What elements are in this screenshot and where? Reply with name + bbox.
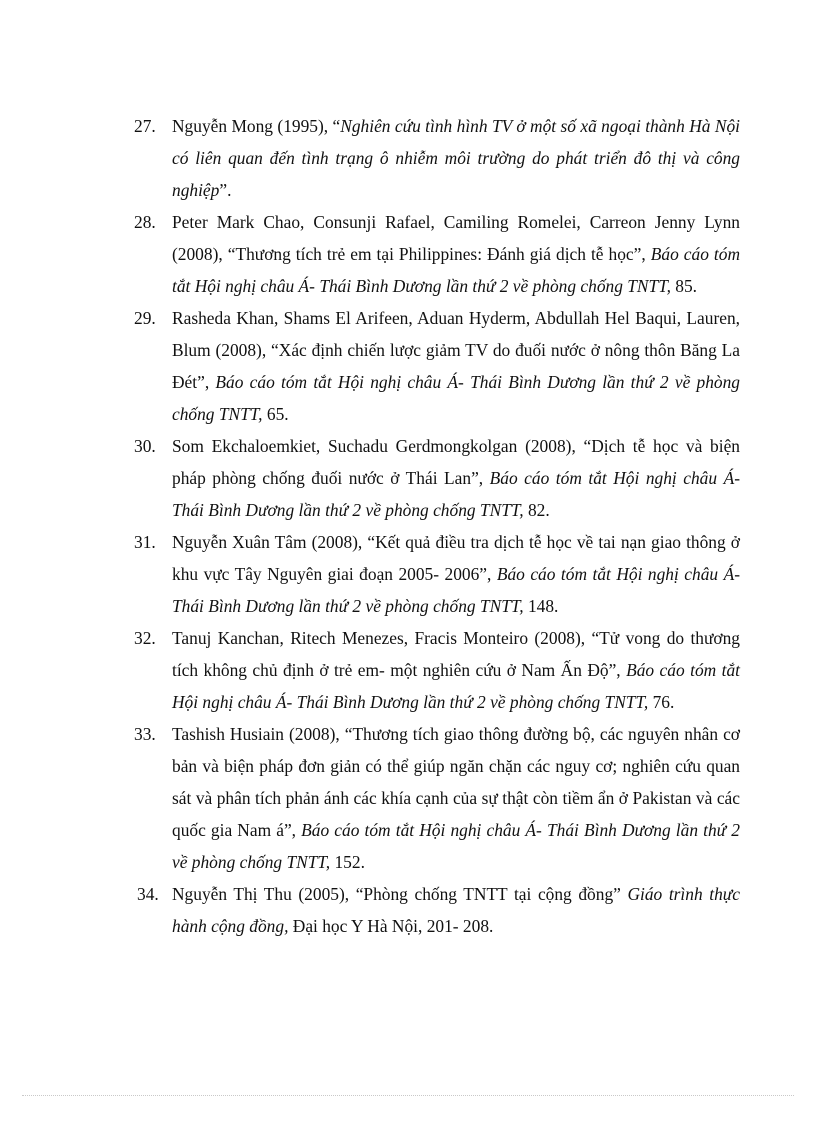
reference-item-30 [0,430,816,526]
reference-item-28 [0,206,816,302]
reference-source: Báo cáo tóm tắt Hội nghị châu Á- Thái Bình Dương lần thứ 2 về phòng chống TNTT, [172,372,740,424]
reference-source: Báo cáo tóm tắt Hội nghị châu Á- Thái Bình Dương lần thứ 2 về phòng chống TNTT, [172,564,740,616]
reference-pages: 148. [523,596,559,616]
reference-pages: 152. [330,852,365,872]
reference-source: Báo cáo tóm tắt Hội nghị châu Á- Thái Bình Dương lần thứ 2 về phòng chống TNTT, [172,660,740,712]
reference-number: 28. [134,212,156,232]
reference-number: 30. [134,436,156,456]
reference-text: Nguyễn Xuân Tâm (2008), “Kết quả điều tra dịch tễ học về tai nạn giao thông ở khu vực Tây Nguyên giai đoạn 2005- 2006”, [172,532,740,584]
reference-pages: 85. [670,276,698,296]
reference-text: Tashish Husiain (2008), “Thương tích giao thông đường bộ, các nguyên nhân cơ bản và biện pháp đơn giản có thể giúp ngăn chặn các nguy cơ; nghiên cứu quan sát và phân tích phản ánh các khía cạnh của sự thật còn tiềm ẩn ở Pakistan và các quốc gia Nam á”, [172,724,740,840]
reference-source: Báo cáo tóm tắt Hội nghị châu Á- Thái Bình Dương lần thứ 2 về phòng chống TNTT, [172,468,740,520]
reference-item-33 [0,718,816,878]
reference-source: Giáo trình thực hành cộng đồng, [172,884,740,936]
reference-item-29 [0,302,816,430]
reference-number: 27. [134,116,156,136]
reference-text: Tanuj Kanchan, Ritech Menezes, Fracis Monteiro (2008), “Tử vong do thương tích không chủ định ở trẻ em- một nghiên cứu ở Nam Ấn Độ”, [172,628,740,680]
reference-item-34 [0,878,816,942]
reference-pages: 76. [648,692,675,712]
reference-item-31 [0,526,816,622]
reference-text: Nguyễn Mong (1995), “ [172,116,341,136]
reference-number: 31. [134,532,156,552]
reference-item-32 [0,622,816,718]
reference-number: 29. [134,308,156,328]
reference-number: 32. [134,628,156,648]
reference-pages: Đại học Y Hà Nội, 201- 208. [288,916,494,936]
reference-pages: 65. [262,404,289,424]
reference-pages: 82. [523,500,550,520]
reference-item-27 [0,110,816,206]
reference-source: Báo cáo tóm tắt Hội nghị châu Á- Thái Bình Dương lần thứ 2 về phòng chống TNTT, [172,244,741,296]
footer-divider [22,1095,794,1096]
reference-text: Som Ekchaloemkiet, Suchadu Gerdmongkolgan (2008), “Dịch tễ học và biện pháp phòng chống đuối nước ở Thái Lan”, [172,436,740,488]
reference-title: Nghiên cứu tình hình TV ở một số xã ngoại thành Hà Nội có liên quan đến tình trạng ô nhiễm môi trường do phát triển đô thị và công nghiệp [172,116,740,200]
reference-text: ”. [219,180,232,200]
reference-text: Rasheda Khan, Shams El Arifeen, Aduan Hyderm, Abdullah Hel Baqui, Lauren, Blum (2008), “Xác định chiến lược giảm TV do đuối nước ở nông thôn Băng La Đét”, [172,308,740,392]
reference-source: Báo cáo tóm tắt Hội nghị châu Á- Thái Bình Dương lần thứ 2 về phòng chống TNTT, [172,820,740,872]
reference-number: 34. [137,884,159,904]
reference-text: Peter Mark Chao, Consunji Rafael, Camiling Romelei, Carreon Jenny Lynn (2008), “Thương tích trẻ em tại Philippines: Đánh giá dịch tễ học”, [172,212,740,264]
reference-list [0,110,816,942]
reference-number: 33. [134,724,156,744]
reference-text: Nguyễn Thị Thu (2005), “Phòng chống TNTT tại cộng đồng” [172,884,628,904]
